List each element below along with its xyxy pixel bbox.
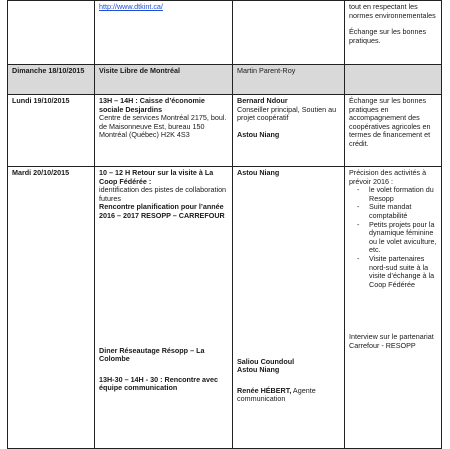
communication-meeting: 13H-30 – 14H - 30 : Rencontre avec équipe communication xyxy=(99,374,219,393)
notes-intro: Précision des activités à prévoir 2016 : xyxy=(349,168,427,186)
table-row xyxy=(8,65,442,95)
participant-entry xyxy=(237,387,340,404)
notes-cell xyxy=(345,65,442,95)
schedule-table xyxy=(7,0,442,449)
participants-cell xyxy=(233,1,345,65)
date-cell: Dimanche 18/10/2015 xyxy=(8,65,95,95)
participant-name: Astou Niang xyxy=(237,365,280,375)
activity-address: Centre de services Montréal 2175, boul. de Maisonneuve Est, bureau 150 Montréal (Québec) H2K 4S3 xyxy=(99,113,227,140)
participant-name: Renée HÉBERT, xyxy=(237,385,292,395)
list-item: - Suite mandat comptabilité xyxy=(369,203,437,220)
planning-meeting: Rencontre planification pour l’année 2016 – 2017 RESOPP – CARREFOUR xyxy=(99,202,225,220)
participant-name: Bernard Ndour xyxy=(237,96,288,105)
date-cell: Lundi 19/10/2015 xyxy=(8,95,95,167)
activity-cell: Visite Libre de Montréal xyxy=(95,65,233,95)
table-row xyxy=(8,167,442,449)
participant-name: Saliou Coundoul xyxy=(237,356,295,366)
activity-cell xyxy=(95,1,233,65)
visit-title: 10 – 12 H Retour sur la visite à La Coop Fédérée : xyxy=(99,168,214,186)
website-link[interactable]: http://www.dtkint.ca/ xyxy=(99,2,163,11)
interview-note: Interview sur le partenariat Carrefour - RESOPP xyxy=(349,332,434,350)
activity-cell xyxy=(95,95,233,167)
list-item: - Visite partenaires nord-sud suite à la visite d’échange à la Coop Fédérée xyxy=(369,255,437,289)
participants-cell: Martin Parent-Roy xyxy=(233,65,345,95)
dinner-event: Diner Réseautage Résopp – La Colombe xyxy=(99,345,205,364)
activity-cell xyxy=(95,167,233,449)
date-cell: Mardi 20/10/2015 xyxy=(8,167,95,449)
participant-name: Astou Niang xyxy=(237,168,280,177)
activity-title: 13H – 14H : Caisse d’économie sociale Desjardins xyxy=(99,96,205,114)
visit-detail: identification des pistes de collaboration futures xyxy=(99,185,227,203)
participant-role: Conseiller principal, Soutien au projet coopératif xyxy=(237,104,337,123)
table-row xyxy=(8,1,442,65)
list-item: - Petits projets pour la dynamique féminine ou le volet aviculture, etc. xyxy=(369,221,437,255)
notes-cell xyxy=(345,1,442,65)
activity-list xyxy=(349,186,437,289)
notes-text: tout en respectant les normes environnementales xyxy=(349,2,436,20)
list-item: - le volet formation du Resopp xyxy=(369,186,437,203)
notes-cell: Échange sur les bonnes pratiques en accompagnement des coopératives agricoles en termes de financement et crédit. xyxy=(345,95,442,167)
date-cell xyxy=(8,1,95,65)
participant-name: Astou Niang xyxy=(237,129,280,139)
notes-text: Échange sur les bonnes pratiques. xyxy=(349,27,427,45)
participants-cell xyxy=(233,95,345,167)
participant-role: Agente communication xyxy=(237,385,316,404)
participants-cell xyxy=(233,167,345,449)
notes-cell xyxy=(345,167,442,449)
table-row xyxy=(8,95,442,167)
